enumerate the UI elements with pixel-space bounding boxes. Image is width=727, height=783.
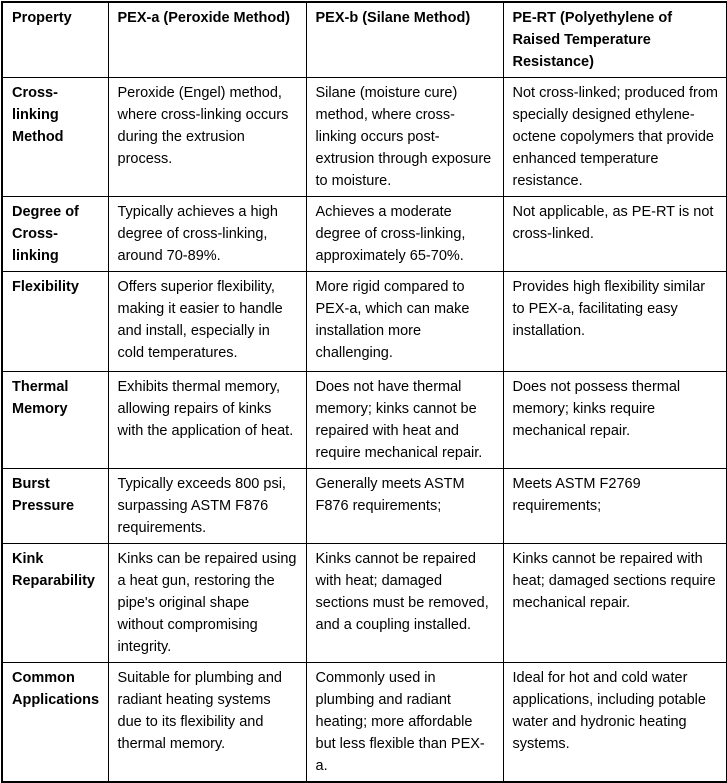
cell-burst-pe-rt: Meets ASTM F2769 requirements; <box>503 469 727 544</box>
table-row <box>2 78 727 197</box>
cell-degree-pe-rt: Not applicable, as PE-RT is not cross-linked. <box>503 197 727 272</box>
header-cell-pex-a: PEX-a (Peroxide Method) <box>108 2 306 78</box>
table-header-row <box>2 2 727 78</box>
row-label-thermal-memory: Thermal Memory <box>2 372 108 469</box>
row-label-degree-of-cross-linking: Degree of Cross-linking <box>2 197 108 272</box>
row-label-common-applications: Common Applications <box>2 663 108 783</box>
row-label-flexibility: Flexibility <box>2 272 108 372</box>
cell-flexibility-pe-rt: Provides high flexibility similar to PEX-a, facilitating easy installation. <box>503 272 727 372</box>
cell-kink-pex-b: Kinks cannot be repaired with heat; damaged sections must be removed, and a coupling installed. <box>306 544 503 663</box>
cell-apps-pe-rt: Ideal for hot and cold water applications, including potable water and hydronic heating systems. <box>503 663 727 783</box>
comparison-table <box>1 1 727 783</box>
table-row <box>2 272 727 372</box>
cell-kink-pe-rt: Kinks cannot be repaired with heat; damaged sections require mechanical repair. <box>503 544 727 663</box>
cell-thermal-pex-b: Does not have thermal memory; kinks cannot be repaired with heat and require mechanical repair. <box>306 372 503 469</box>
cell-apps-pex-a: Suitable for plumbing and radiant heating systems due to its flexibility and thermal memory. <box>108 663 306 783</box>
row-label-burst-pressure: Burst Pressure <box>2 469 108 544</box>
table-row <box>2 544 727 663</box>
cell-method-pe-rt: Not cross-linked; produced from specially designed ethylene-octene copolymers that provide enhanced temperature resistance. <box>503 78 727 197</box>
cell-flexibility-pex-b: More rigid compared to PEX-a, which can make installation more challenging. <box>306 272 503 372</box>
row-label-cross-linking-method: Cross-linking Method <box>2 78 108 197</box>
cell-burst-pex-a: Typically exceeds 800 psi, surpassing ASTM F876 requirements. <box>108 469 306 544</box>
table-row <box>2 663 727 783</box>
cell-degree-pex-a: Typically achieves a high degree of cross-linking, around 70-89%. <box>108 197 306 272</box>
table-row <box>2 372 727 469</box>
cell-degree-pex-b: Achieves a moderate degree of cross-linking, approximately 65-70%. <box>306 197 503 272</box>
cell-kink-pex-a: Kinks can be repaired using a heat gun, restoring the pipe's original shape without compromising integrity. <box>108 544 306 663</box>
header-cell-property: Property <box>2 2 108 78</box>
header-cell-pe-rt: PE-RT (Polyethylene of Raised Temperature Resistance) <box>503 2 727 78</box>
cell-burst-pex-b: Generally meets ASTM F876 requirements; <box>306 469 503 544</box>
table-row <box>2 197 727 272</box>
cell-flexibility-pex-a: Offers superior flexibility, making it easier to handle and install, especially in cold temperatures. <box>108 272 306 372</box>
table-row <box>2 469 727 544</box>
cell-thermal-pex-a: Exhibits thermal memory, allowing repairs of kinks with the application of heat. <box>108 372 306 469</box>
header-cell-pex-b: PEX-b (Silane Method) <box>306 2 503 78</box>
cell-method-pex-b: Silane (moisture cure) method, where cross-linking occurs post-extrusion through exposure to moisture. <box>306 78 503 197</box>
cell-apps-pex-b: Commonly used in plumbing and radiant heating; more affordable but less flexible than PEX-a. <box>306 663 503 783</box>
cell-method-pex-a: Peroxide (Engel) method, where cross-linking occurs during the extrusion process. <box>108 78 306 197</box>
row-label-kink-reparability: Kink Reparability <box>2 544 108 663</box>
cell-thermal-pe-rt: Does not possess thermal memory; kinks require mechanical repair. <box>503 372 727 469</box>
